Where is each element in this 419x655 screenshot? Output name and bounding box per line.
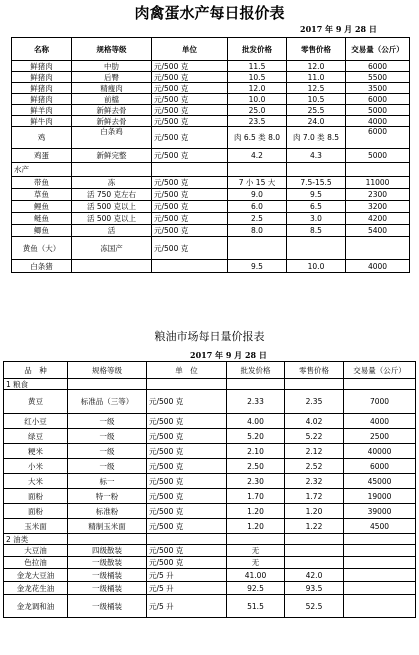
cell-name: 黄鱼（大）: [12, 237, 72, 260]
table-row: [4, 569, 416, 582]
cell-retail: 6.5: [287, 201, 346, 213]
cell-unit: 元/500 克: [147, 459, 227, 474]
cell-retail: 2.12: [285, 444, 344, 459]
cell-volume: [344, 595, 416, 618]
header-wholesale: 批发价格: [228, 38, 287, 61]
cell-unit: 元/500 克: [147, 519, 227, 534]
table-row: [12, 127, 410, 149]
meat-table-date: 2017 年 9 月 28 日: [300, 24, 377, 34]
cell-variety: 金龙调和油: [4, 595, 68, 618]
cell-retail: 1.72: [285, 489, 344, 504]
cell-volume: [346, 237, 410, 260]
cell-volume: 4000: [346, 260, 410, 273]
cell-variety: 粳米: [4, 444, 68, 459]
cell-retail: 24.0: [287, 116, 346, 127]
table-row: [4, 582, 416, 595]
cell-volume: 4000: [346, 116, 410, 127]
cell-retail: 2.32: [285, 474, 344, 489]
cell-wholesale: [228, 163, 287, 177]
cell-wholesale: 肉 6.5 类 8.0: [228, 127, 287, 149]
cell-spec: 四级散装: [68, 545, 147, 557]
cell-retail: 2.52: [285, 459, 344, 474]
section-row: [4, 534, 416, 545]
cell-wholesale: 2.5: [228, 213, 287, 225]
cell-unit: [152, 163, 228, 177]
cell-retail: 7.5-15.5: [287, 177, 346, 189]
cell-volume: 7000: [344, 390, 416, 414]
header-retail: 零售价格: [285, 362, 344, 379]
cell-name: 水产: [12, 163, 72, 177]
cell-wholesale: 9.0: [228, 189, 287, 201]
cell-wholesale: 23.5: [228, 116, 287, 127]
cell-spec: 新鲜完整: [72, 149, 152, 163]
cell-retail: 42.0: [285, 569, 344, 582]
table-row: [12, 201, 410, 213]
section-label: 2 油类: [4, 534, 68, 545]
cell-unit: 元/500 克: [147, 489, 227, 504]
meat-table-title: 肉禽蛋水产每日报价表: [134, 4, 285, 22]
table-row: [12, 61, 410, 72]
table-row: [4, 489, 416, 504]
cell-wholesale: 5.20: [227, 429, 285, 444]
cell-volume: 6000: [346, 94, 410, 105]
cell-unit: 元/500 克: [147, 390, 227, 414]
cell-spec: 标一: [68, 474, 147, 489]
cell-unit: 元/500 克: [147, 545, 227, 557]
cell-unit: 元/500 克: [152, 105, 228, 116]
cell-name: 鲢鱼: [12, 213, 72, 225]
cell-spec: 一级: [68, 459, 147, 474]
cell-retail: 12.0: [287, 61, 346, 72]
cell-spec: 特一粉: [68, 489, 147, 504]
cell-retail: 3.0: [287, 213, 346, 225]
cell-volume: 5500: [346, 72, 410, 83]
table-row: [12, 72, 410, 83]
table-row: [4, 429, 416, 444]
grain-oil-price-table: [3, 361, 416, 618]
cell-variety: 面粉: [4, 489, 68, 504]
cell-unit: 元/5 升: [147, 569, 227, 582]
cell-unit: 元/500 克: [152, 225, 228, 237]
cell-retail: 52.5: [285, 595, 344, 618]
cell-unit: 元/500 克: [152, 61, 228, 72]
cell-volume: [344, 557, 416, 569]
header-volume: 交易量（公斤）: [344, 362, 416, 379]
cell-variety: 大米: [4, 474, 68, 489]
table-row: [12, 94, 410, 105]
cell-name: 草鱼: [12, 189, 72, 201]
cell-wholesale: 无: [227, 545, 285, 557]
cell-volume: 11000: [346, 177, 410, 189]
cell-unit: 元/500 克: [152, 149, 228, 163]
empty-cell: [147, 379, 227, 390]
table-row: [12, 189, 410, 201]
cell-variety: 色拉油: [4, 557, 68, 569]
table-row: [12, 83, 410, 94]
cell-wholesale: 51.5: [227, 595, 285, 618]
cell-wholesale: 2.50: [227, 459, 285, 474]
cell-retail: [287, 237, 346, 260]
cell-wholesale: 4.2: [228, 149, 287, 163]
cell-spec: 新鲜去骨: [72, 105, 152, 116]
cell-wholesale: 2.30: [227, 474, 285, 489]
cell-unit: 元/500 克: [152, 201, 228, 213]
table-row: [4, 414, 416, 429]
empty-cell: [147, 534, 227, 545]
cell-unit: [152, 260, 228, 273]
cell-wholesale: 11.5: [228, 61, 287, 72]
cell-spec: 一级: [68, 414, 147, 429]
cell-spec: 一级桶装: [68, 582, 147, 595]
table-row: [12, 237, 410, 260]
cell-retail: 5.22: [285, 429, 344, 444]
cell-unit: 元/500 克: [152, 72, 228, 83]
table-row: [4, 504, 416, 519]
cell-retail: [285, 557, 344, 569]
cell-unit: 元/5 升: [147, 595, 227, 618]
header-unit: 单 位: [147, 362, 227, 379]
cell-spec: 后臀: [72, 72, 152, 83]
cell-wholesale: 2.33: [227, 390, 285, 414]
header-name: 名称: [12, 38, 72, 61]
grain-table-date: 2017 年 9 月 28 日: [190, 350, 267, 360]
cell-variety: 黄豆: [4, 390, 68, 414]
table-row: [4, 557, 416, 569]
table-row: [12, 213, 410, 225]
cell-name: 白条猪: [12, 260, 72, 273]
cell-spec: 白条鸡: [72, 127, 152, 149]
cell-retail: 肉 7.0 类 8.5: [287, 127, 346, 149]
cell-volume: 45000: [344, 474, 416, 489]
cell-volume: 5000: [346, 149, 410, 163]
header-spec: 规格等级: [68, 362, 147, 379]
empty-cell: [344, 534, 416, 545]
cell-wholesale: 1.20: [227, 519, 285, 534]
cell-wholesale: 10.0: [228, 94, 287, 105]
cell-spec: 活 500 克以上: [72, 213, 152, 225]
cell-volume: 40000: [344, 444, 416, 459]
cell-volume: 19000: [344, 489, 416, 504]
table-row: [4, 545, 416, 557]
cell-name: 鲜羊肉: [12, 105, 72, 116]
cell-volume: 5400: [346, 225, 410, 237]
cell-unit: 元/5 升: [147, 582, 227, 595]
header-wholesale: 批发价格: [227, 362, 285, 379]
cell-unit: 元/500 克: [152, 94, 228, 105]
cell-volume: 6000: [346, 127, 410, 149]
header-retail: 零售价格: [287, 38, 346, 61]
table-row: [12, 105, 410, 116]
cell-wholesale: 无: [227, 557, 285, 569]
cell-volume: [344, 582, 416, 595]
cell-name: 鲫鱼: [12, 225, 72, 237]
cell-name: 鸡蛋: [12, 149, 72, 163]
cell-volume: 6000: [344, 459, 416, 474]
cell-spec: 活: [72, 225, 152, 237]
cell-spec: 一级桶装: [68, 595, 147, 618]
header-volume: 交易量（公斤）: [346, 38, 410, 61]
cell-wholesale: 41.00: [227, 569, 285, 582]
empty-cell: [68, 379, 147, 390]
cell-spec: 一级: [68, 429, 147, 444]
cell-variety: 小米: [4, 459, 68, 474]
cell-wholesale: 92.5: [227, 582, 285, 595]
table-row: [12, 225, 410, 237]
cell-variety: 金龙花生油: [4, 582, 68, 595]
cell-variety: 面粉: [4, 504, 68, 519]
table-row: [4, 474, 416, 489]
cell-wholesale: 10.5: [228, 72, 287, 83]
cell-name: 鸡: [12, 127, 72, 149]
cell-name: 鲜牛肉: [12, 116, 72, 127]
cell-unit: 元/500 克: [147, 429, 227, 444]
cell-spec: 标准品（三等）: [68, 390, 147, 414]
cell-unit: 元/500 克: [147, 444, 227, 459]
cell-wholesale: 9.5: [228, 260, 287, 273]
cell-spec: 新鲜去骨: [72, 116, 152, 127]
cell-unit: 元/500 克: [152, 237, 228, 260]
cell-volume: 2500: [344, 429, 416, 444]
cell-spec: 精瘦肉: [72, 83, 152, 94]
cell-retail: 10.0: [287, 260, 346, 273]
header-unit: 单位: [152, 38, 228, 61]
cell-name: 鲜猪肉: [12, 94, 72, 105]
cell-retail: 8.5: [287, 225, 346, 237]
table-row: [4, 444, 416, 459]
cell-retail: 25.5: [287, 105, 346, 116]
cell-volume: 4200: [346, 213, 410, 225]
cell-volume: 39000: [344, 504, 416, 519]
cell-spec: [72, 163, 152, 177]
cell-spec: 冻: [72, 177, 152, 189]
table-row: [12, 260, 410, 273]
cell-unit: 元/500 克: [147, 474, 227, 489]
header-row: [12, 38, 410, 61]
cell-unit: 元/500 克: [152, 213, 228, 225]
cell-retail: 4.02: [285, 414, 344, 429]
cell-name: 鲜猪肉: [12, 61, 72, 72]
cell-unit: 元/500 克: [152, 116, 228, 127]
table-row: [12, 163, 410, 177]
cell-wholesale: 6.0: [228, 201, 287, 213]
cell-spec: 标准粉: [68, 504, 147, 519]
cell-spec: 前檔: [72, 94, 152, 105]
grain-table-title: 粮油市场每日量价报表: [154, 330, 265, 343]
cell-wholesale: 8.0: [228, 225, 287, 237]
cell-name: 鲜猪肉: [12, 83, 72, 94]
cell-unit: 元/500 克: [152, 127, 228, 149]
cell-volume: 3200: [346, 201, 410, 213]
meat-price-table: [11, 37, 410, 273]
cell-retail: 1.20: [285, 504, 344, 519]
table-row: [4, 519, 416, 534]
cell-spec: 活 500 克以上: [72, 201, 152, 213]
cell-volume: 4500: [344, 519, 416, 534]
cell-spec: 一级桶装: [68, 569, 147, 582]
table-row: [4, 459, 416, 474]
empty-cell: [285, 534, 344, 545]
empty-cell: [227, 534, 285, 545]
cell-spec: 中肋: [72, 61, 152, 72]
cell-retail: 11.0: [287, 72, 346, 83]
cell-wholesale: 25.0: [228, 105, 287, 116]
cell-spec: [72, 260, 152, 273]
cell-name: 带鱼: [12, 177, 72, 189]
cell-retail: 2.35: [285, 390, 344, 414]
cell-wholesale: 1.20: [227, 504, 285, 519]
cell-wholesale: 1.70: [227, 489, 285, 504]
cell-unit: 元/500 克: [147, 414, 227, 429]
header-row: [4, 362, 416, 379]
table-row: [12, 177, 410, 189]
cell-volume: 2300: [346, 189, 410, 201]
cell-unit: 元/500 克: [152, 177, 228, 189]
cell-variety: 金龙大豆油: [4, 569, 68, 582]
cell-spec: 活 750 克左右: [72, 189, 152, 201]
table-row: [4, 390, 416, 414]
cell-variety: 大豆油: [4, 545, 68, 557]
cell-spec: 精制玉米面: [68, 519, 147, 534]
cell-unit: 元/500 克: [152, 83, 228, 94]
cell-volume: 5000: [346, 105, 410, 116]
cell-volume: [344, 545, 416, 557]
cell-name: 鲜猪肉: [12, 72, 72, 83]
cell-unit: 元/500 克: [152, 189, 228, 201]
cell-retail: 93.5: [285, 582, 344, 595]
cell-wholesale: 2.10: [227, 444, 285, 459]
cell-retail: 4.3: [287, 149, 346, 163]
empty-cell: [285, 379, 344, 390]
cell-retail: 1.22: [285, 519, 344, 534]
cell-spec: 一级: [68, 444, 147, 459]
cell-name: 鲤鱼: [12, 201, 72, 213]
cell-volume: 3500: [346, 83, 410, 94]
empty-cell: [344, 379, 416, 390]
cell-wholesale: [228, 237, 287, 260]
empty-cell: [68, 534, 147, 545]
cell-volume: 4000: [344, 414, 416, 429]
table-row: [12, 116, 410, 127]
cell-volume: [346, 163, 410, 177]
section-row: [4, 379, 416, 390]
cell-variety: 红小豆: [4, 414, 68, 429]
cell-retail: 12.5: [287, 83, 346, 94]
section-label: 1 粮食: [4, 379, 68, 390]
header-variety: 品 种: [4, 362, 68, 379]
cell-variety: 绿豆: [4, 429, 68, 444]
empty-cell: [227, 379, 285, 390]
cell-wholesale: 12.0: [228, 83, 287, 94]
cell-retail: 9.5: [287, 189, 346, 201]
cell-retail: [287, 163, 346, 177]
cell-retail: 10.5: [287, 94, 346, 105]
cell-volume: 6000: [346, 61, 410, 72]
table-row: [4, 595, 416, 618]
cell-unit: 元/500 克: [147, 504, 227, 519]
cell-wholesale: 4.00: [227, 414, 285, 429]
cell-retail: [285, 545, 344, 557]
cell-spec: 冻国产: [72, 237, 152, 260]
cell-wholesale: 7 小 15 大: [228, 177, 287, 189]
cell-volume: [344, 569, 416, 582]
cell-spec: 一级散装: [68, 557, 147, 569]
cell-unit: 元/500 克: [147, 557, 227, 569]
cell-variety: 玉米面: [4, 519, 68, 534]
header-spec: 规格等级: [72, 38, 152, 61]
table-row: [12, 149, 410, 163]
